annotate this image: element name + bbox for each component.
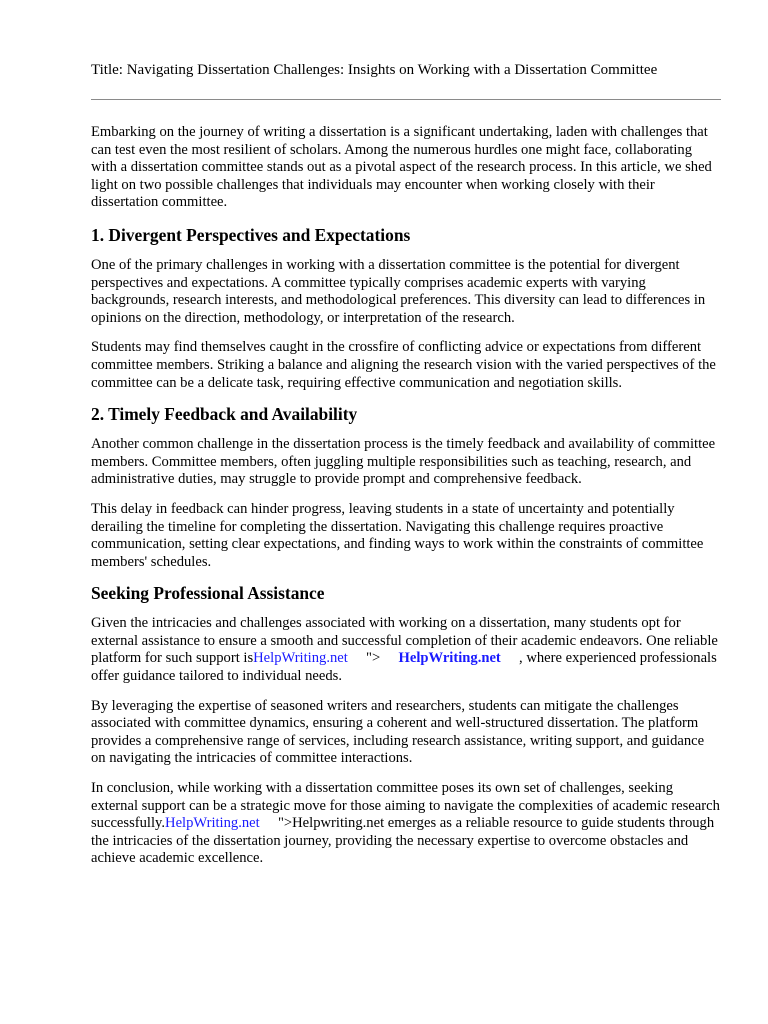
text-span: ">Helpwriting.net emerges as a reliable resource to guide students through the intricacies of the dissertation journey, providing the necessary expertise to overcome obstacles and achieve academic excellence. [91, 815, 715, 867]
section-1-paragraph-2: Students may find themselves caught in the crossfire of conflicting advice or expectations from different committee members. Striking a balance and aligning the research vision with the varied perspectives of the committee can be a delicate task, requiring effective communication and negotiation skills. [91, 339, 716, 391]
section-1-heading: 1. Divergent Perspectives and Expectations [91, 224, 411, 245]
section-3-paragraph-3 [91, 780, 721, 868]
section-3-paragraph-1 [91, 615, 721, 685]
section-3-paragraph-2: By leveraging the expertise of seasoned writers and researchers, students can mitigate the challenges associated with committee dynamics, ensuring a coherent and well-structured dissertation. The platform provides a comprehensive range of services, including research assistance, writing support, and guidance on navigating the intricacies of committee interactions. [91, 697, 705, 767]
article-body [91, 124, 721, 880]
text-span: "> [366, 650, 381, 667]
text-span: , where experienced professionals offer guidance tailored to individual needs. [91, 650, 717, 685]
document-title: Title: Navigating Dissertation Challenges: Insights on Working with a Dissertation Committee [91, 62, 658, 78]
helpwriting-link-2[interactable]: HelpWriting.net [165, 815, 260, 832]
helpwriting-link[interactable]: HelpWriting.net [253, 650, 348, 667]
text-span: In conclusion, while working with a dissertation committee poses its own set of challenges, seeking external support can be a strategic move for those aiming to navigate the complexities of academic research successfully. [91, 780, 720, 832]
section-3-heading: Seeking Professional Assistance [91, 583, 325, 604]
section-2-paragraph-2: This delay in feedback can hinder progress, leaving students in a state of uncertainty and potentially derailing the timeline for completing the dissertation. Navigating this challenge requires proactive communication, setting clear expectations, and finding ways to work within the constraints of committee members' schedules. [91, 500, 704, 570]
helpwriting-bold-link[interactable]: HelpWriting.net [398, 650, 501, 667]
text-span: Given the intricacies and challenges associated with working on a dissertation, many students opt for external assistance to ensure a smooth and successful completion of their academic endeavors. One reliable platform for such support is [91, 615, 718, 667]
title-divider [91, 99, 721, 100]
section-2-paragraph-1: Another common challenge in the dissertation process is the timely feedback and availability of committee members. Committee members, often juggling multiple responsibilities such as teaching, research, and administrative duties, may struggle to provide prompt and comprehensive feedback. [91, 436, 716, 488]
section-2-heading: 2. Timely Feedback and Availability [91, 404, 358, 425]
intro-paragraph: Embarking on the journey of writing a dissertation is a significant undertaking, laden with challenges that can test even the most resilient of scholars. Among the numerous hurdles one might face, collaborating with a dissertation committee stands out as a pivotal aspect of the research process. In this article, we shed light on two possible challenges that individuals may encounter when working closely with their dissertation committee. [91, 124, 712, 211]
section-1-paragraph-1: One of the primary challenges in working with a dissertation committee is the potential for divergent perspectives and expectations. A committee typically comprises academic experts with varying backgrounds, research interests, and methodological preferences. This diversity can lead to differences in opinions on the direction, methodology, or interpretation of the research. [91, 256, 706, 326]
